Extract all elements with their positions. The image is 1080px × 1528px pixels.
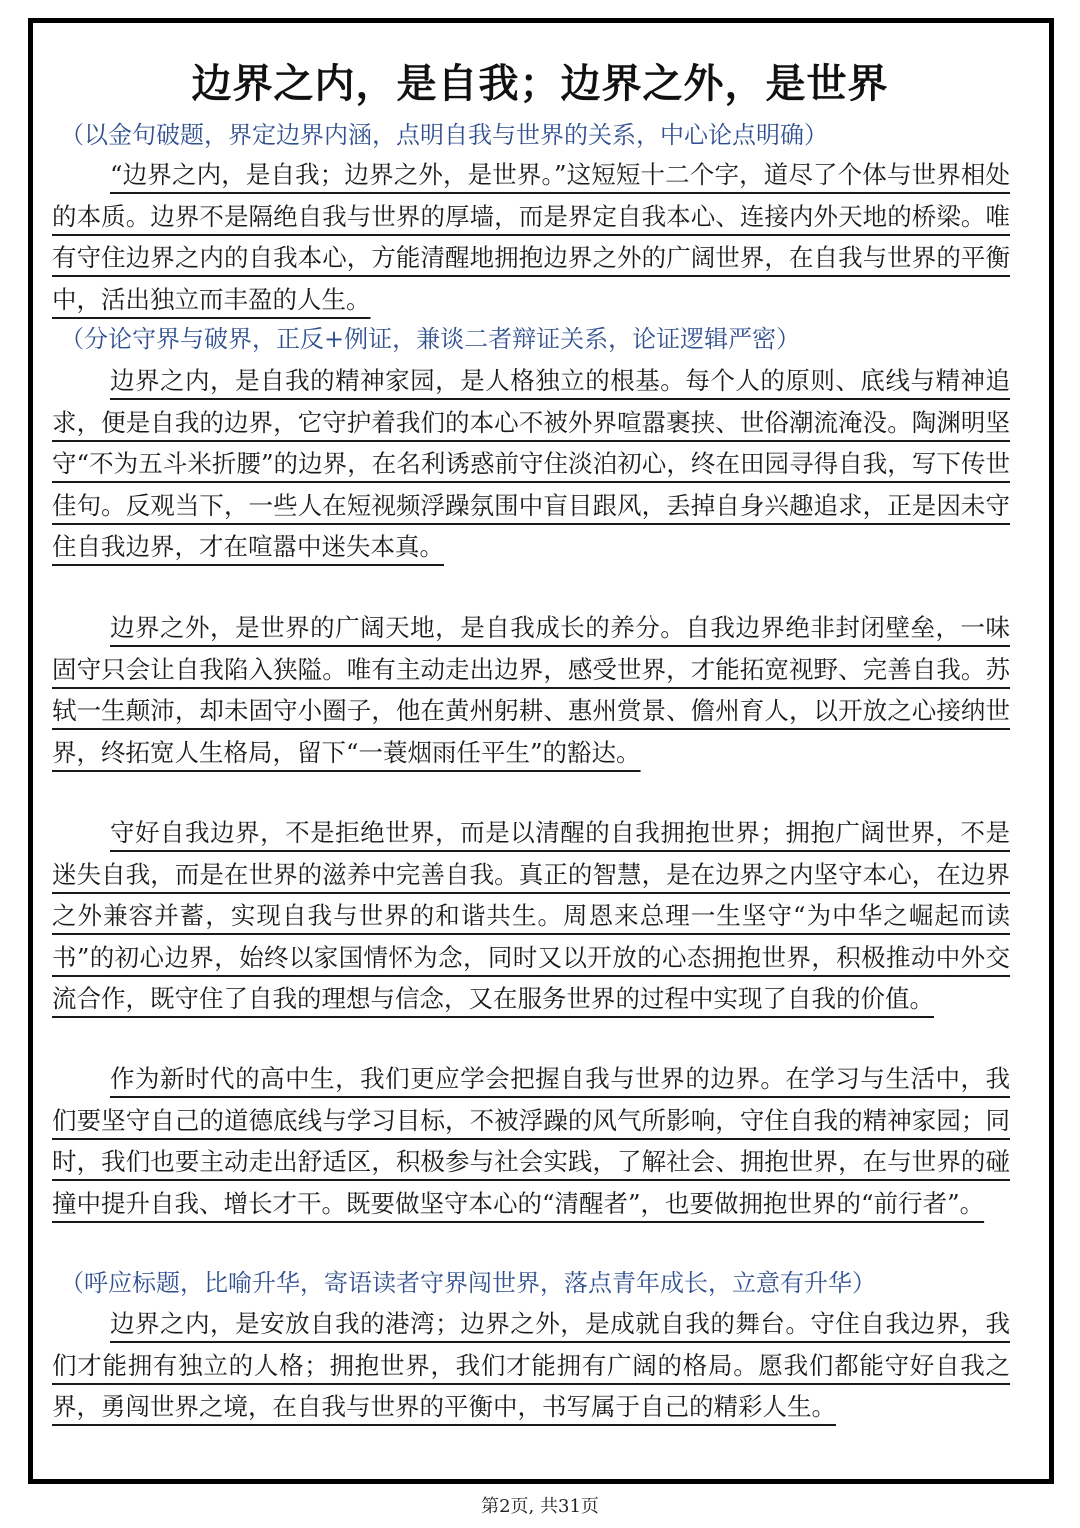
paragraph-6: 边界之内，是安放自我的港湾；边界之外，是成就自我的舞台。守住自我边界，我们才能拥有独立的人格；拥抱世界，我们才能拥有广阔的格局。愿我们都能守好自我之界，勇闯世界之境，在自我与世界的平衡中，书写属于自己的精彩人生。 bbox=[52, 1309, 1010, 1421]
paragraph-5: 作为新时代的高中生，我们更应学会把握自我与世界的边界。在学习与生活中，我们要坚守自己的道德底线与学习目标，不被浮躁的风气所影响，守住自我的精神家园；同时，我们也要主动走出舒适区，积极参与社会实践，了解社会、拥抱世界，在与世界的碰撞中提升自我、增长才干。既要做坚守本心的“清醒者”，也要做拥抱世界的“前行者”。 bbox=[52, 1064, 1010, 1218]
paragraph-2: 边界之内，是自我的精神家园，是人格独立的根基。每个人的原则、底线与精神追求，便是自我的边界，它守护着我们的本心不被外界喧嚣裹挟、世俗潮流淹没。陶渊明坚守“不为五斗米折腰”的边界，在名利诱惑前守住淡泊初心，终在田园寻得自我，写下传世佳句。反观当下，一些人在短视频浮躁氛围中盲目跟风，丢掉自身兴趣追求，正是因未守住自我边界，才在喧嚣中迷失本真。 bbox=[52, 366, 1010, 561]
annotation-note-2: （分论守界与破界，正反+例证，兼谈二者辩证关系，论证逻辑严密） bbox=[60, 325, 801, 353]
annotation-note-1: （以金句破题，界定边界内涵，点明自我与世界的关系，中心论点明确） bbox=[60, 121, 828, 149]
paragraph-4: 守好自我边界，不是拒绝世界，而是以清醒的自我拥抱世界；拥抱广阔世界，不是迷失自我，而是在世界的滋养中完善自我。真正的智慧，是在边界之内坚守本心，在边界之外兼容并蓄，实现自我与世界的和谐共生。周恩来总理一生坚守“为中华之崛起而读书”的初心边界，始终以家国情怀为念，同时又以开放的心态拥抱世界，积极推动中外交流合作，既守住了自我的理想与信念，又在服务世界的过程中实现了自我的价值。 bbox=[52, 818, 1010, 1013]
essay-title: 边界之内，是自我；边界之外，是世界 bbox=[191, 61, 889, 107]
page-number: 第2页, 共31页 bbox=[481, 1496, 599, 1517]
paragraph-1: “边界之内，是自我；边界之外，是世界。”这短短十二个字，道尽了个体与世界相处的本质。边界不是隔绝自我与世界的厚墙，而是界定自我本心、连接内外天地的桥梁。唯有守住边界之内的自我本心，方能清醒地拥抱边界之外的广阔世界，在自我与世界的平衡中，活出独立而丰盈的人生。 bbox=[52, 160, 1010, 314]
annotation-note-3: （呼应标题，比喻升华，寄语读者守界闯世界，落点青年成长，立意有升华） bbox=[60, 1269, 876, 1297]
paragraph-3: 边界之外，是世界的广阔天地，是自我成长的养分。自我边界绝非封闭壁垒，一味固守只会让自我陷入狭隘。唯有主动走出边界，感受世界，才能拓宽视野、完善自我。苏轼一生颠沛，却未固守小圈子，他在黄州躬耕、惠州赏景、儋州育人，以开放之心接纳世界，终拓宽人生格局，留下“一蓑烟雨任平生”的豁达。 bbox=[52, 613, 1010, 767]
